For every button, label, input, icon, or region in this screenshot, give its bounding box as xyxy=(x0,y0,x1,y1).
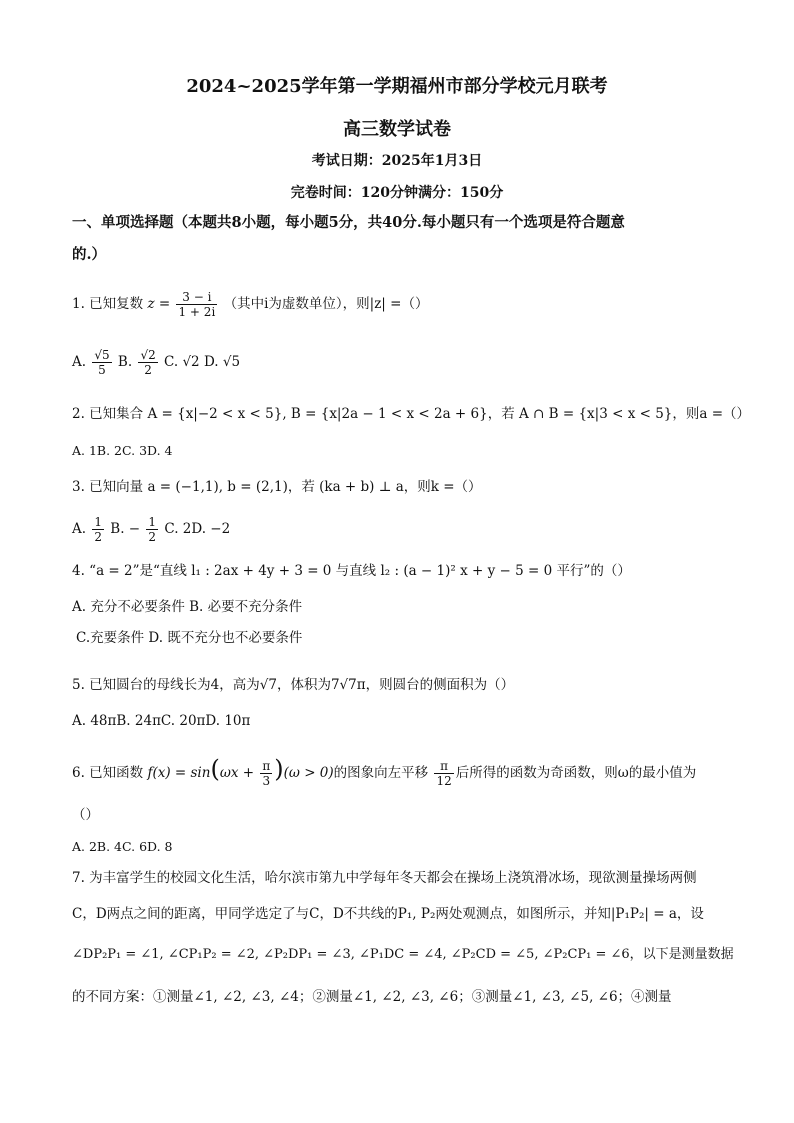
section-heading-line1: 一、单项选择题（本题共8小题，每小题5分，共40分.每小题只有一个选项是符合题意 xyxy=(72,214,625,231)
question-6 xyxy=(72,750,696,792)
q6-answer-paren: （） xyxy=(72,807,99,823)
q6-end: 后所得的函数为奇函数，则ω的最小值为 xyxy=(455,765,697,781)
exam-subtitle: 高三数学试卷 xyxy=(343,119,451,140)
q6-shift-den: 12 xyxy=(436,774,452,788)
q3-option-b-num: 1 xyxy=(148,515,157,529)
q6-pi-num: π xyxy=(262,759,271,773)
q6-function: f(x) = sin xyxy=(147,765,211,781)
q3-option-b-den: 2 xyxy=(148,530,157,544)
q1-numerator: 3 − i xyxy=(176,290,217,305)
q1-option-a-label: A. xyxy=(72,354,87,370)
q1-option-b xyxy=(138,348,157,377)
q1-fraction xyxy=(176,290,217,319)
q3-option-b-label: B. − xyxy=(110,521,141,537)
question-7-line4: 的不同方案：①测量∠1, ∠2, ∠3, ∠4；②测量∠1, ∠2, ∠3, ∠6；③测量∠1, ∠3, ∠5, ∠6；④测量 xyxy=(72,989,672,1005)
q6-inner: ωx + xyxy=(219,765,255,781)
q1-prefix: 1. 已知复数 xyxy=(72,296,144,312)
q1-z: z = xyxy=(147,296,171,312)
question-7-line2: C，D两点之间的距离，甲同学选定了与C，D不共线的P₁, P₂两处观测点，如图所示，并知|P₁P₂| = a，设 xyxy=(72,906,704,922)
q1-option-b-num: √2 xyxy=(140,348,156,362)
q5-options: A. 48πB. 24πC. 20πD. 10π xyxy=(72,713,251,729)
question-1 xyxy=(72,288,428,320)
q3-option-a-den: 2 xyxy=(94,530,102,544)
q6-shift-num: π xyxy=(434,759,453,774)
question-7-line1: 7. 为丰富学生的校园文化生活，哈尔滨市第九中学每年冬天都会在操场上浇筑滑冰场，现欲测量操场两侧 xyxy=(72,870,697,886)
question-2: 2. 已知集合 A = {x|−2 < x < 5}, B = {x|2a − 1 < x < 2a + 6}，若 A ∩ B = {x|3 < x < 5}，则a =（） xyxy=(72,406,751,422)
q6-prefix: 6. 已知函数 xyxy=(72,765,144,781)
q3-options-rest: C. 2D. −2 xyxy=(164,521,231,537)
question-7-line3: ∠DP₂P₁ = ∠1, ∠CP₁P₂ = ∠2, ∠P₂DP₁ = ∠3, ∠P₁DC = ∠4, ∠P₂CD = ∠5, ∠P₂CP₁ = ∠6，以下是测量数据 xyxy=(72,947,734,962)
q1-option-a xyxy=(92,348,111,377)
q1-option-b-den: 2 xyxy=(144,363,152,377)
q1-denominator: 1 + 2i xyxy=(178,305,216,319)
q3-option-a-label: A. xyxy=(72,521,87,537)
q1-option-a-num: √5 xyxy=(94,348,110,362)
q1-option-b-label: B. xyxy=(117,354,133,370)
q6-right-paren: ) xyxy=(274,755,284,783)
question-4: 4. “a = 2”是“直线 l₁ : 2ax + 4y + 3 = 0 与直线 l₂ : (a − 1)² x + y − 5 = 0 平行”的（） xyxy=(72,563,631,579)
q1-option-a-den: 5 xyxy=(98,363,106,377)
q3-option-a-num: 1 xyxy=(94,515,102,529)
q1-option-d-label: D. xyxy=(203,354,219,370)
q6-pi-den: 3 xyxy=(262,774,271,788)
q6-left-paren: ( xyxy=(210,755,220,783)
q6-pi-over-3 xyxy=(260,759,272,788)
q3-option-b xyxy=(146,515,158,544)
q1-option-d: √5 xyxy=(222,354,241,370)
q6-mid: 的图象向左平移 xyxy=(333,765,429,781)
q1-option-c-label: C. xyxy=(164,354,179,370)
exam-date: 考试日期：2025年1月3日 xyxy=(311,153,483,169)
exam-title: 2024~2025学年第一学期福州市部分学校元月联考 xyxy=(186,76,608,97)
question-5: 5. 已知圆台的母线长为4，高为√7，体积为7√7π，则圆台的侧面积为（） xyxy=(72,677,515,693)
exam-time-score: 完卷时间：120分钟满分：150分 xyxy=(290,185,504,201)
q3-options xyxy=(72,512,230,546)
q4-options-line1: A. 充分不必要条件 B. 必要不充分条件 xyxy=(72,599,303,615)
q6-shift xyxy=(434,759,453,788)
q6-condition: (ω > 0) xyxy=(283,765,334,781)
question-3: 3. 已知向量 a = (−1,1), b = (2,1)，若 (ka + b) ⊥ a，则k =（） xyxy=(72,479,482,495)
q3-option-a xyxy=(92,515,104,544)
q1-option-c: √2 xyxy=(182,354,200,370)
q4-options-line2: C.充要条件 D. 既不充分也不必要条件 xyxy=(76,630,303,646)
section-heading-line2: 的.） xyxy=(72,246,107,263)
q1-options xyxy=(72,345,240,379)
q6-options: A. 2B. 4C. 6D. 8 xyxy=(72,839,173,854)
q1-rest: （其中i为虚数单位），则|z| =（） xyxy=(223,296,429,312)
q2-options: A. 1B. 2C. 3D. 4 xyxy=(72,443,173,458)
